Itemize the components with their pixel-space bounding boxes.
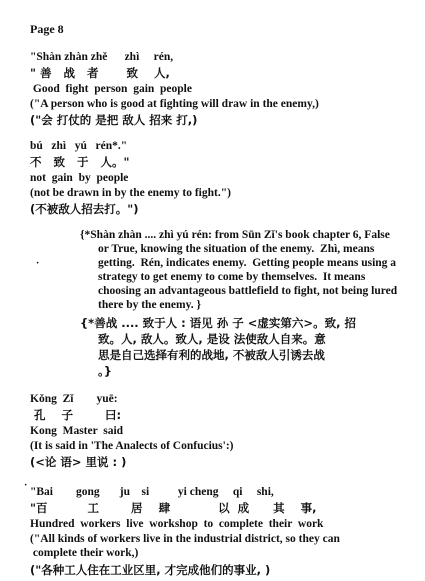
note-line: or True, knowing the situation of the enemy. Zhì, means — [98, 243, 375, 255]
note-chinese-line: 思是自己选择有利的战地, 不被敌人引诱去战 — [98, 348, 325, 362]
s3-english: Kong Master said — [30, 425, 124, 437]
s3-pinyin: Kǒng Zǐ yuē: — [30, 393, 118, 405]
s2-translation: (not be drawn in by the enemy to fight.") — [30, 187, 231, 199]
s2-pinyin: bú zhì yú rén*." — [30, 140, 128, 152]
s1-hanzi: " 善 战 者 致 人, — [30, 66, 170, 80]
s3-chinese-translation: (<论 语> 里说 : ) — [30, 455, 127, 469]
s4-chinese-translation: ("各种工人住在工业区里, 才完成他们的事业, ) — [30, 563, 271, 577]
s2-english: not gain by people — [30, 172, 129, 184]
note-line: there by the enemy. } — [98, 299, 202, 311]
note-line: {*Shàn zhàn .... zhì yú rén: from Sūn Zǐ's book chapter 6, False — [80, 229, 390, 241]
scan-speck: · — [24, 480, 28, 491]
s1-translation: ("A person who is good at fighting will draw in the enemy,) — [30, 98, 319, 110]
note-line: getting. Rén, indicates enemy. Getting people means using a — [98, 257, 397, 269]
s3-translation: (It is said in 'The Analects of Confucius':) — [30, 440, 234, 452]
s1-english: Good fight person gain people — [30, 83, 192, 95]
note-line: choosing an advantageous battlefield to fight, not being lured — [98, 285, 398, 297]
s1-chinese-translation: ("会 打仗的 是把 敌人 招来 打,) — [30, 113, 198, 127]
s2-hanzi: 不 致 于 人。" — [30, 155, 130, 169]
page-label: Page 8 — [30, 22, 64, 36]
s3-hanzi: 孔 子 曰: — [30, 408, 122, 422]
s4-hanzi: "百 工 居 肆 以 成 其 事, — [30, 501, 317, 515]
s4-english: Hundred workers live workshop to complete their work — [30, 518, 324, 530]
s4-translation-2: complete their work,) — [30, 547, 139, 559]
note-chinese-line: {*善战 .... 致于人 : 语见 孙 子 <虚实第六>。致, 招 — [80, 316, 356, 330]
s4-pinyin: "Bai gong ju si yi cheng qi shi, — [30, 486, 274, 498]
note-line: strategy to get enemy to come by themselves. It means — [98, 271, 366, 283]
note-chinese-line: 致。人, 敌人。致人, 是设 法使敌人自来。意 — [98, 332, 326, 346]
note-chinese-line: 。} — [98, 364, 112, 378]
s1-pinyin: "Shàn zhàn zhě zhì rén, — [30, 51, 174, 63]
s4-translation-1: ("All kinds of workers live in the industrial district, so they can — [30, 533, 340, 545]
s2-chinese-translation: (不被敌人招去打。") — [30, 202, 139, 216]
scan-speck: · — [36, 258, 40, 269]
